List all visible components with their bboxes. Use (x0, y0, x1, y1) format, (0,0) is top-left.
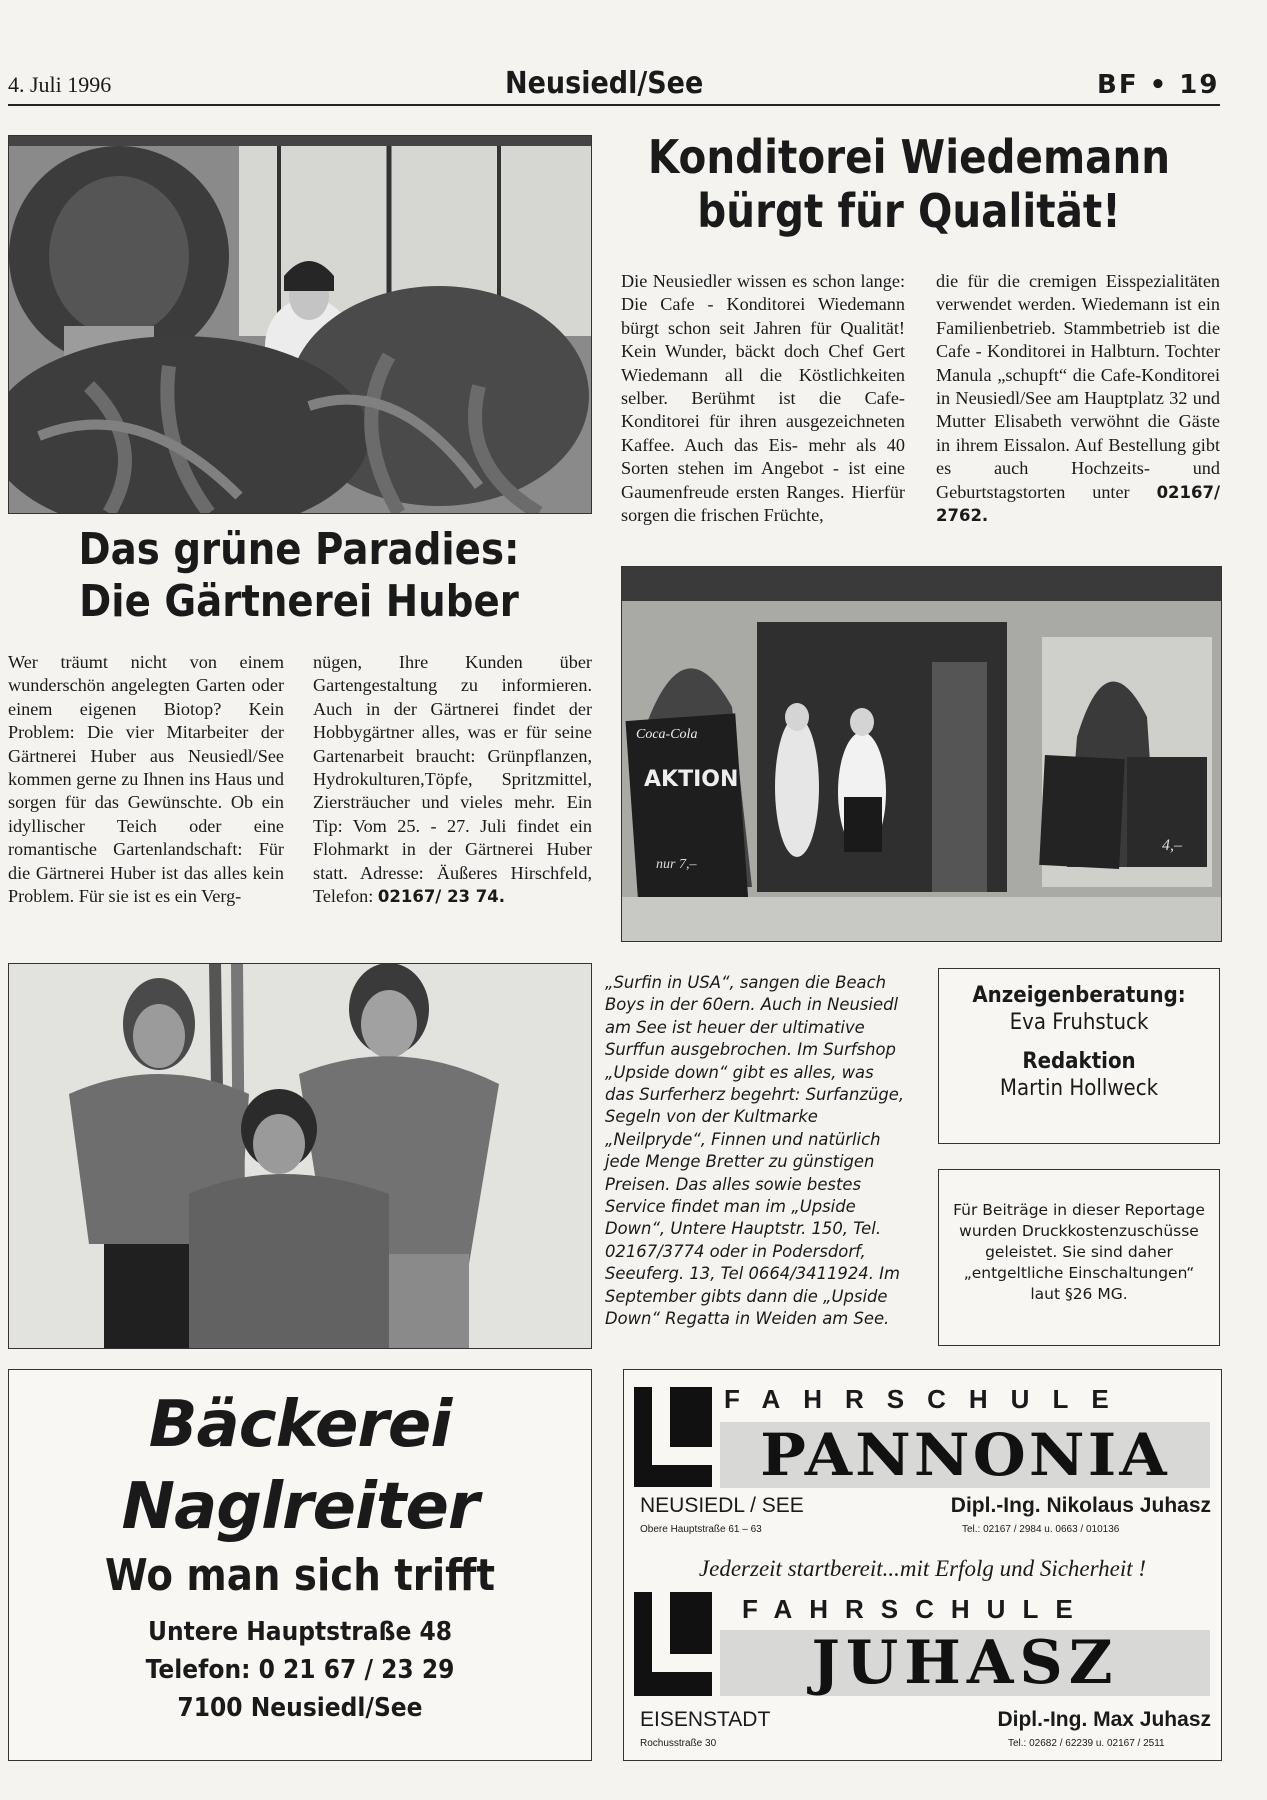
ads-name: Eva Fruhstuck (1009, 1010, 1149, 1035)
baeckerei-ad (8, 1369, 592, 1761)
pannonia-top: FAHRSCHULE (724, 1384, 1132, 1414)
pannonia-name-band (720, 1422, 1210, 1488)
page-number: BF • 19 (1097, 70, 1220, 100)
wiedemann-col1-text: Die Neusiedler wissen es schon lange: Die Cafe - Konditorei Wiedemann bürgt schon seit Jahren für Qualität! Kein Wunder, bäckt doch Chef Gert Wiedemann all die Köstlichkeiten selber. Berühmt ist die Cafe-Konditorei für ihren ausgezeichneten Kaffee. Auch das Eis- mehr als 40 Sorten stehen im Angebot - ist eine Gaumenfreude ersten Ranges. Hierfür sorgen die frischen Früchte, (621, 271, 905, 526)
wiedemann-col1 (621, 270, 905, 527)
wiedemann-col2-text: die für die cremigen Eisspezialitäten verwendet werden. Wiedemann ist ein Familienbetrieb. Stammbetrieb ist die Cafe - Konditorei in Halbturn. Tochter Manula „schupft“ die Cafe-Konditorei in Neusiedl/See am Hauptplatz 32 und Mutter Elisabeth verwöhnt die Gäste in ihrem Eissalon. Auf Bestellung gibt es auch Hochzeits- und Geburtstagstorten unter (936, 271, 1220, 502)
pannonia-owner: Dipl.-Ing. Nikolaus Juhasz (950, 1494, 1211, 1517)
ads-label: Anzeigenberatung: (972, 983, 1186, 1008)
baeckerei-line1: Bäckerei (148, 1388, 452, 1462)
baeckerei-line2: Naglreiter (121, 1470, 479, 1544)
fahrschule-slogan: Jederzeit startbereit...mit Erfolg und Sicherheit ! (698, 1556, 1147, 1581)
board-left-text: nur 7,– (656, 857, 697, 872)
garden-photo (8, 135, 592, 514)
juhasz-logo (634, 1592, 712, 1696)
aktion-sign: AKTION (644, 767, 739, 792)
wiedemann-headline-line2: bürgt für Qualität! (697, 184, 1121, 239)
juhasz-name: JUHASZ (811, 1628, 1119, 1698)
pannonia-city: NEUSIEDL / SEE (640, 1494, 804, 1517)
issue-date: 4. Juli 1996 (8, 72, 112, 97)
pannonia-name: PANNONIA (760, 1421, 1170, 1489)
juhasz-logo-foot (652, 1654, 712, 1672)
huber-col2 (313, 651, 592, 908)
editorial-name: Martin Hollweck (999, 1076, 1159, 1101)
surfshop-photo (8, 963, 592, 1349)
editorial-label: Redaktion (1022, 1049, 1136, 1074)
cola-sign: Coca-Cola (636, 727, 698, 742)
huber-col2-text: nügen, Ihre Kunden über Gartengestaltung zu informieren. Auch in der Gärtnerei findet der Hobbygärtner alles, was er für seine Gartenarbeit braucht: Grünpflanzen, Hydrokulturen,Töpfe, Spritzmittel, Ziersträucher und vieles mehr. Ein Tip: Vom 25. - 27. Juli findet ein Flohmarkt in der Gärtnerei Huber statt. Adresse: Äußeres Hirschfeld, Telefon: (313, 652, 592, 907)
huber-headline-line1: Das grüne Paradies: (78, 524, 520, 575)
pannonia-tel: Tel.: 02167 / 2984 u. 0663 / 010136 (962, 1524, 1120, 1535)
huber-col1-text: Wer träumt nicht von einem wunderschön angelegten Garten oder einem eigenen Biotop? Kein Problem: Die vier Mitarbeiter der Gärtnerei Huber aus Neusiedl/See kommen gerne zu Ihnen ins Haus und sorgen für das Gewünschte. Ob ein idyllischer Teich oder eine romantische Gartenlandschaft: Für die Gärtnerei Huber ist das alles kein Problem. Für sie ist es ein Verg- (8, 652, 284, 907)
header-rule (8, 104, 1220, 106)
juhasz-address: Rochusstraße 30 (640, 1738, 717, 1749)
baeckerei-phone: Telefon: 0 21 67 / 23 29 (145, 1655, 455, 1685)
juhasz-top: FAHRSCHULE (742, 1594, 1090, 1624)
section-title: Neusiedl/See (505, 66, 704, 101)
pannonia-logo-foot (652, 1447, 712, 1465)
juhasz-name-band (720, 1630, 1210, 1696)
huber-col1 (8, 651, 284, 908)
disclosure-box (938, 1169, 1220, 1346)
konditorei-photo (621, 566, 1222, 942)
wiedemann-headline-line1: Konditorei Wiedemann (647, 130, 1171, 184)
surf-text: „Surfin in USA“, sangen die Beach Boys in der 60ern. Auch in Neusiedl am See ist heuer der ultimative Surffun ausgebrochen. Im Surfshop „Upside down“ gibt es alles, was das Surferherz begehrt: Surfanzüge, Segeln von der Kultmarke „Neilpryde“, Finnen und natürlich jede Menge Bretter zu günstigen Preisen. Das alles sowie bestes Service findet man im „Upside Down“, Untere Hauptstr. 150, Tel. 02167/3774 oder in Podersdorf, Seeuferg. 13, Tel 0664/3411924. Im September gibts dann die „Upside Down“ Regatta in Weiden am See. (605, 973, 905, 1329)
huber-headline (43, 524, 555, 628)
baeckerei-city: 7100 Neusiedl/See (177, 1693, 423, 1723)
contact-box (938, 968, 1220, 1144)
pannonia-logo (634, 1387, 712, 1487)
juhasz-city: EISENSTADT (640, 1708, 771, 1731)
juhasz-tel: Tel.: 02682 / 62239 u. 02167 / 2511 (1008, 1738, 1165, 1749)
baeckerei-slogan: Wo man sich trifft (104, 1550, 496, 1601)
wiedemann-phone: 02167/ 2762. (936, 482, 1221, 526)
wiedemann-col2 (936, 270, 1220, 527)
huber-headline-line2: Die Gärtnerei Huber (79, 575, 519, 627)
disclosure-text: Für Beiträge in dieser Reportage wurden Druckkostenzuschüsse geleistet. Sie sind daher „entgeltliche Einschaltungen“ laut §26 MG. (953, 1201, 1205, 1303)
huber-phone: 02167/ 23 74. (377, 887, 506, 907)
baeckerei-street: Untere Hauptstraße 48 (147, 1617, 453, 1647)
fahrschule-ad (623, 1369, 1222, 1761)
wiedemann-headline (635, 130, 1182, 239)
juhasz-owner: Dipl.-Ing. Max Juhasz (997, 1708, 1211, 1731)
pannonia-address: Obere Hauptstraße 61 – 63 (640, 1524, 762, 1535)
board-right-text: 4,– (1162, 837, 1182, 854)
